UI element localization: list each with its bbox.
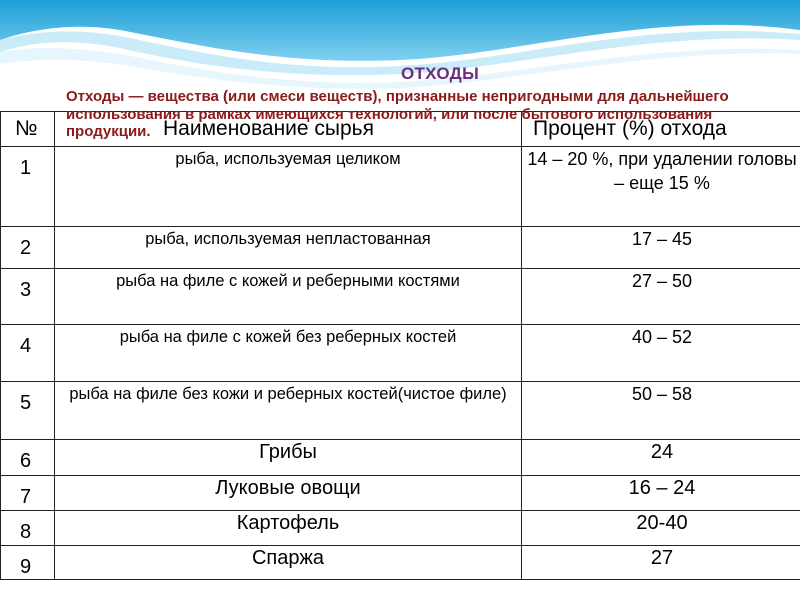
row-percent: 27 <box>522 546 800 580</box>
row-number: 6 <box>20 450 32 472</box>
table-row <box>1 511 800 546</box>
table-row <box>1 546 800 580</box>
column-header-number: № <box>15 117 38 140</box>
column-header-percent: Процент (%) отхода <box>533 117 727 140</box>
row-number: 2 <box>20 237 32 259</box>
column-header-name: Наименование сырья <box>163 117 374 140</box>
row-percent: 27 – 50 <box>522 269 800 325</box>
row-number: 5 <box>20 392 32 414</box>
row-name: рыба на филе без кожи и реберных костей(чистое филе) <box>55 382 522 440</box>
row-name: рыба, используемая непластованная <box>55 227 522 269</box>
row-name: Картофель <box>55 511 522 546</box>
definition-text: Отходы — вещества (или смеси веществ), признанные непригодными для дальнейшего использования в рамках имеющихся технологий, или после бытового использования продукции. <box>66 88 729 140</box>
table-row <box>1 440 800 476</box>
row-name: рыба на филе с кожей и реберными костями <box>55 269 522 325</box>
row-name: Спаржа <box>55 546 522 580</box>
row-number: 1 <box>20 157 32 179</box>
row-percent: 40 – 52 <box>522 325 800 382</box>
table-row <box>1 382 800 440</box>
row-percent: 14 – 20 %, при удалении головы – еще 15 % <box>522 147 800 227</box>
page-title: ОТХОДЫ <box>400 64 480 83</box>
table-row <box>1 476 800 511</box>
row-percent: 50 – 58 <box>522 382 800 440</box>
row-percent: 24 <box>522 440 800 476</box>
row-number: 3 <box>20 279 32 301</box>
table-row <box>1 325 800 382</box>
row-name: Луковые овощи <box>55 476 522 511</box>
table-row <box>1 147 800 227</box>
row-percent: 16 – 24 <box>522 476 800 511</box>
row-name: рыба на филе с кожей без реберных костей <box>55 325 522 382</box>
table-row <box>1 269 800 325</box>
row-name: Грибы <box>55 440 522 476</box>
row-number: 9 <box>20 556 32 578</box>
row-name: рыба, используемая целиком <box>55 147 522 227</box>
row-number: 8 <box>20 521 32 543</box>
row-number: 4 <box>20 335 32 357</box>
waste-table <box>0 111 800 580</box>
row-percent: 20-40 <box>522 511 800 546</box>
row-number: 7 <box>20 486 32 508</box>
table-row <box>1 227 800 269</box>
row-percent: 17 – 45 <box>522 227 800 269</box>
